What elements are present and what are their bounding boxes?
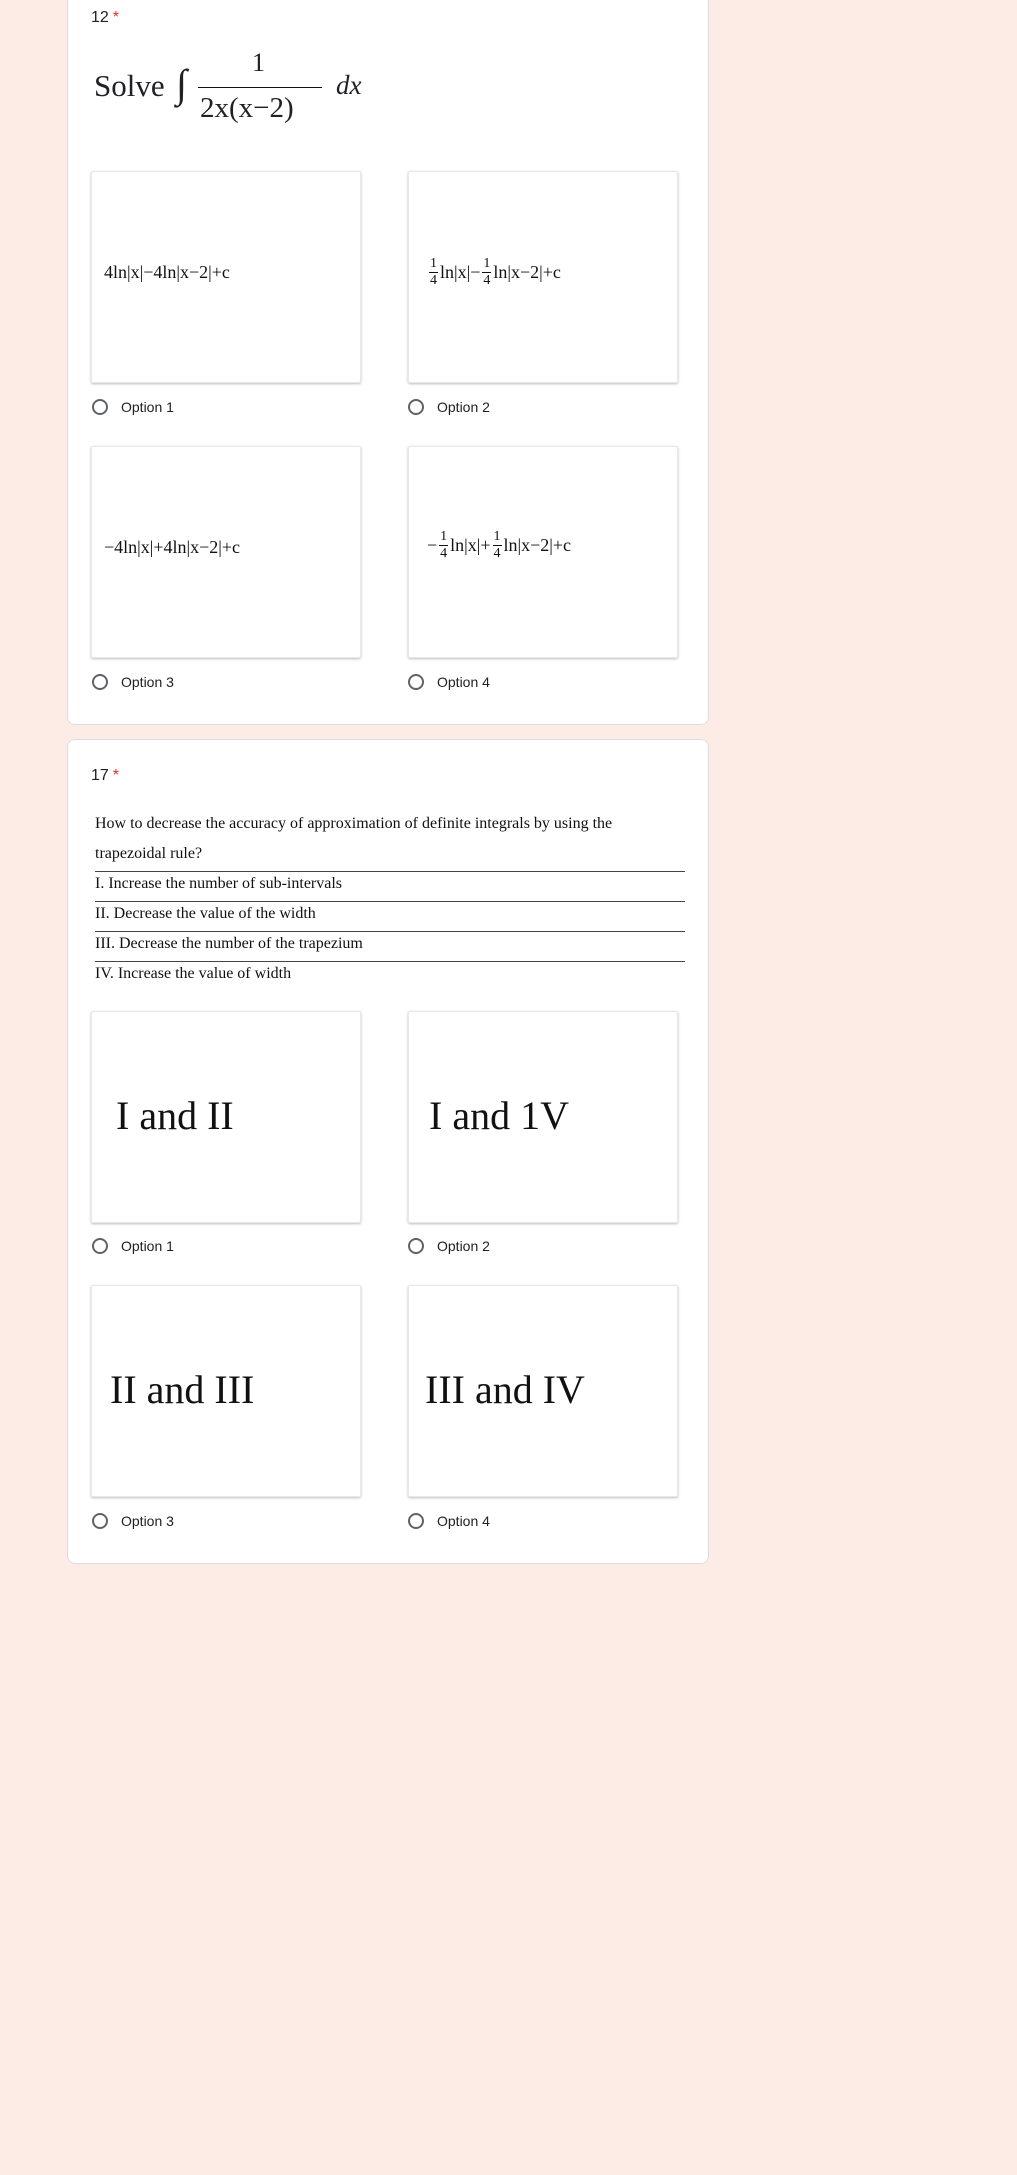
fraction-coefficient	[429, 256, 438, 289]
fraction-numerator: 1	[430, 256, 437, 271]
expression-middle: ln|x|+	[450, 535, 491, 555]
option-label: Option 3	[121, 674, 174, 690]
fraction-coefficient	[493, 529, 502, 562]
fraction-numerator: 1	[493, 529, 501, 544]
option-3-image[interactable]	[91, 1285, 361, 1497]
question-math	[94, 48, 414, 146]
statement-1: I. Increase the number of sub-intervals	[95, 875, 343, 892]
option-2-expression	[427, 256, 561, 289]
option-4-radio-row[interactable]	[408, 1513, 490, 1529]
option-label: Option 1	[121, 399, 174, 415]
question-text-line-2: trapezoidal rule?	[95, 845, 203, 862]
statement-3: III. Decrease the number of the trapezium	[95, 935, 363, 952]
option-label: Option 3	[121, 1513, 174, 1529]
option-2-image[interactable]	[408, 171, 678, 383]
option-2-radio-row[interactable]	[408, 399, 490, 415]
option-label: Option 1	[121, 1238, 174, 1254]
radio-button[interactable]	[92, 674, 108, 690]
option-label: Option 2	[437, 1238, 490, 1254]
question-card-17	[67, 739, 709, 1564]
question-number	[91, 767, 119, 785]
table-rule	[95, 931, 685, 932]
radio-button[interactable]	[92, 1513, 108, 1529]
option-2-text: I and 1V	[429, 1093, 569, 1138]
statement-2: II. Decrease the value of the width	[95, 905, 316, 922]
fraction-bar	[198, 87, 322, 88]
integrand-numerator: 1	[252, 48, 265, 77]
statement-4: IV. Increase the value of width	[95, 965, 292, 982]
table-rule	[95, 871, 685, 872]
question-text-line-1: How to decrease the accuracy of approximation of definite integrals by using the	[95, 815, 613, 832]
fraction-denominator: 4	[430, 273, 437, 288]
option-3-radio-row[interactable]	[92, 674, 174, 690]
option-4-image[interactable]	[408, 1285, 678, 1497]
fraction-coefficient	[482, 256, 491, 289]
option-1-image[interactable]	[91, 1011, 361, 1223]
option-2-radio-row[interactable]	[408, 1238, 490, 1254]
fraction-denominator: 4	[440, 546, 448, 561]
radio-button[interactable]	[408, 674, 424, 690]
option-label: Option 4	[437, 1513, 490, 1529]
question-number-text: 17	[91, 767, 109, 784]
option-3-radio-row[interactable]	[92, 1513, 174, 1529]
solve-word: Solve	[94, 68, 165, 103]
differential: dx	[336, 70, 362, 100]
option-1-expression: 4ln|x|−4ln|x−2|+c	[104, 262, 230, 282]
option-1-radio-row[interactable]	[92, 399, 174, 415]
fraction-coefficient	[439, 529, 448, 562]
option-3-image[interactable]	[91, 446, 361, 658]
lead-sign: −	[427, 535, 438, 555]
fraction-denominator: 4	[483, 273, 491, 288]
question-card-12	[67, 0, 709, 725]
question-number-text: 12	[91, 9, 109, 26]
radio-button[interactable]	[92, 1238, 108, 1254]
option-4-text: III and IV	[425, 1367, 585, 1412]
option-1-text: I and II	[116, 1093, 234, 1138]
option-label: Option 4	[437, 674, 490, 690]
integral-sign: ∫	[176, 61, 187, 106]
fraction-numerator: 1	[440, 529, 448, 544]
expression-middle: ln|x|−	[440, 262, 481, 282]
option-4-image[interactable]	[408, 446, 678, 658]
radio-button[interactable]	[408, 1238, 424, 1254]
radio-button[interactable]	[408, 1513, 424, 1529]
option-label: Option 2	[437, 399, 490, 415]
question-number	[91, 9, 119, 27]
required-asterisk: *	[112, 767, 120, 784]
option-1-image[interactable]	[91, 171, 361, 383]
option-3-expression: −4ln|x|+4ln|x−2|+c	[104, 537, 241, 557]
option-2-image[interactable]	[408, 1011, 678, 1223]
fraction-denominator: 4	[493, 546, 501, 561]
expression-tail: ln|x−2|+c	[503, 535, 572, 555]
option-3-text: II and III	[110, 1367, 255, 1412]
option-1-radio-row[interactable]	[92, 1238, 174, 1254]
expression-tail: ln|x−2|+c	[493, 262, 561, 282]
radio-button[interactable]	[408, 399, 424, 415]
fraction-numerator: 1	[483, 256, 491, 271]
radio-button[interactable]	[92, 399, 108, 415]
required-asterisk: *	[112, 9, 120, 26]
integrand-denominator: 2x(x−2)	[200, 92, 294, 124]
option-4-expression	[427, 529, 571, 562]
table-rule	[95, 901, 685, 902]
option-4-radio-row[interactable]	[408, 674, 490, 690]
table-rule	[95, 961, 685, 962]
